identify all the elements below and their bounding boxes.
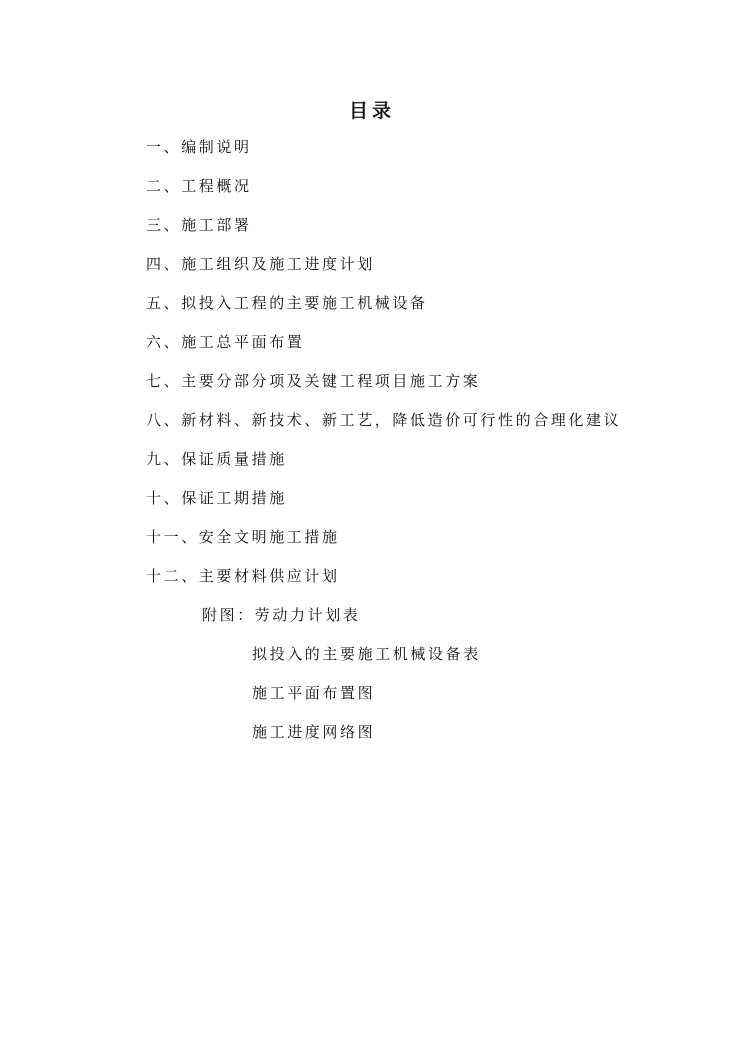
page-title: 目录	[348, 100, 395, 122]
toc-item-6: 六、施工总平面布置	[146, 333, 305, 351]
appendix-item-2: 施工平面布置图	[252, 684, 376, 702]
toc-item-10: 十、保证工期措施	[146, 489, 287, 507]
toc-item-5: 五、拟投入工程的主要施工机械设备	[146, 294, 428, 312]
appendix-item-3: 施工进度网络图	[252, 723, 376, 741]
toc-item-8: 八、新材料、新技术、新工艺，降低造价可行性的合理化建议	[146, 411, 622, 429]
toc-item-7: 七、主要分部分项及关键工程项目施工方案	[146, 372, 481, 390]
appendix-label: 附图：劳动力计划表	[202, 606, 361, 624]
toc-item-9: 九、保证质量措施	[146, 450, 287, 468]
toc-item-1: 一、编制说明	[146, 138, 252, 156]
toc-item-4: 四、施工组织及施工进度计划	[146, 255, 375, 273]
toc-item-11: 十一、安全文明施工措施	[146, 528, 340, 546]
toc-item-3: 三、施工部署	[146, 216, 252, 234]
appendix-item-1: 拟投入的主要施工机械设备表	[252, 645, 481, 663]
toc-item-2: 二、工程概况	[146, 177, 252, 195]
toc-item-12: 十二、主要材料供应计划	[146, 567, 340, 585]
